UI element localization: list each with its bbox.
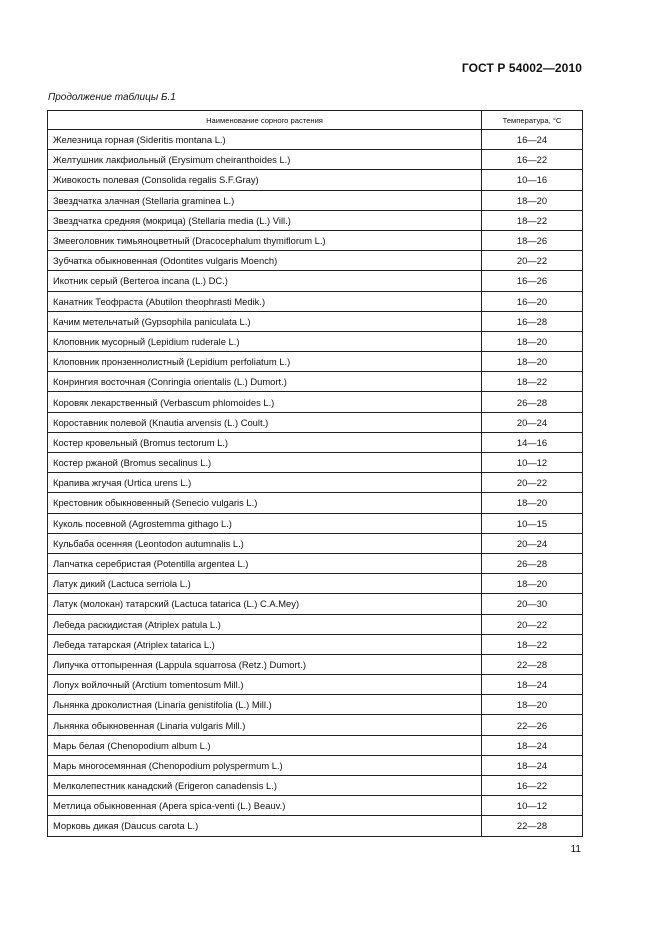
table-row	[48, 271, 583, 291]
plant-name-cell: Мелколепестник канадский (Erigeron canadensis L.)	[48, 776, 482, 796]
temperature-cell: 16—22	[482, 776, 583, 796]
temperature-cell: 16—26	[482, 271, 583, 291]
plant-name-cell: Зубчатка обыкновенная (Odontites vulgaris Moench)	[48, 251, 482, 271]
plant-name-cell: Крестовник обыкновенный (Senecio vulgaris L.)	[48, 493, 482, 513]
plant-name-cell: Марь многосемянная (Chenopodium polyspermum L.)	[48, 755, 482, 775]
temperature-cell: 20—22	[482, 251, 583, 271]
temperature-cell: 10—15	[482, 513, 583, 533]
table-row	[48, 251, 583, 271]
table-row	[48, 352, 583, 372]
temperature-cell: 22—28	[482, 654, 583, 674]
plant-name-cell: Икотник серый (Berteroa incana (L.) DC.)	[48, 271, 482, 291]
table-row	[48, 553, 583, 573]
table-row	[48, 291, 583, 311]
plant-name-cell: Латук (молокан) татарский (Lactuca tatarica (L.) C.A.Mey)	[48, 594, 482, 614]
plant-name-cell: Метлица обыкновенная (Apera spica-venti (L.) Beauv.)	[48, 796, 482, 816]
plant-name-cell: Конрингия восточная (Conringia orientalis (L.) Dumort.)	[48, 372, 482, 392]
plant-name-cell: Марь белая (Chenopodium album L.)	[48, 735, 482, 755]
table-row	[48, 331, 583, 351]
temperature-cell: 10—12	[482, 796, 583, 816]
temperature-cell: 18—22	[482, 634, 583, 654]
table-row	[48, 695, 583, 715]
plant-name-cell: Костер кровельный (Bromus tectorum L.)	[48, 432, 482, 452]
table-body	[48, 130, 583, 837]
table-row	[48, 150, 583, 170]
plant-name-cell: Лебеда татарская (Atriplex tatarica L.)	[48, 634, 482, 654]
plant-name-cell: Живокость полевая (Consolida regalis S.F.Gray)	[48, 170, 482, 190]
plant-name-cell: Лапчатка серебристая (Potentilla argentea L.)	[48, 553, 482, 573]
temperature-cell: 18—24	[482, 735, 583, 755]
plant-name-cell: Клоповник пронзеннолистный (Lepidium perfoliatum L.)	[48, 352, 482, 372]
table-row	[48, 190, 583, 210]
plant-name-cell: Звездчатка злачная (Stellaria graminea L.)	[48, 190, 482, 210]
temperature-cell: 18—20	[482, 352, 583, 372]
table-row	[48, 493, 583, 513]
plant-name-cell: Латук дикий (Lactuca serriola L.)	[48, 574, 482, 594]
temperature-cell: 18—20	[482, 493, 583, 513]
table-row	[48, 675, 583, 695]
plant-name-cell: Звездчатка средняя (мокрица) (Stellaria media (L.) Vill.)	[48, 210, 482, 230]
table-row	[48, 230, 583, 250]
table-row	[48, 412, 583, 432]
table-row	[48, 311, 583, 331]
temperature-cell: 20—30	[482, 594, 583, 614]
temperature-cell: 18—20	[482, 190, 583, 210]
plant-name-cell: Железница горная (Sideritis montana L.)	[48, 130, 482, 150]
temperature-cell: 20—22	[482, 614, 583, 634]
table-header-row	[48, 111, 583, 130]
plant-name-cell: Качим метельчатый (Gypsophila paniculata L.)	[48, 311, 482, 331]
temperature-cell: 18—24	[482, 675, 583, 695]
temperature-cell: 22—28	[482, 816, 583, 836]
table-row	[48, 654, 583, 674]
plant-name-cell: Канатник Теофраста (Abutilon theophrasti Medik.)	[48, 291, 482, 311]
table-row	[48, 432, 583, 452]
table-row	[48, 594, 583, 614]
temperature-cell: 20—24	[482, 533, 583, 553]
plant-name-cell: Липучка оттопыренная (Lappula squarrosa (Retz.) Dumort.)	[48, 654, 482, 674]
table-row	[48, 533, 583, 553]
weeds-temperature-table	[47, 110, 583, 837]
table-caption: Продолжение таблицы Б.1	[48, 92, 176, 103]
table-row	[48, 130, 583, 150]
temperature-cell: 18—22	[482, 210, 583, 230]
table-row	[48, 170, 583, 190]
temperature-cell: 10—12	[482, 453, 583, 473]
table-row	[48, 392, 583, 412]
page-number: 11	[570, 844, 581, 855]
table-row	[48, 715, 583, 735]
plant-name-cell: Крапива жгучая (Urtica urens L.)	[48, 473, 482, 493]
plant-name-cell: Змееголовник тимьяноцветный (Dracocephalum thymiflorum L.)	[48, 230, 482, 250]
temperature-cell: 20—22	[482, 473, 583, 493]
table-row	[48, 796, 583, 816]
temperature-cell: 18—22	[482, 372, 583, 392]
plant-name-cell: Коровяк лекарственный (Verbascum phlomoides L.)	[48, 392, 482, 412]
table-row	[48, 614, 583, 634]
document-code: ГОСТ Р 54002—2010	[461, 61, 582, 75]
temperature-cell: 14—16	[482, 432, 583, 452]
table-row	[48, 634, 583, 654]
plant-name-cell: Льнянка дроколистная (Linaria genistifolia (L.) Mill.)	[48, 695, 482, 715]
column-header-plant-name: Наименование сорного растения	[48, 111, 482, 130]
plant-name-cell: Короставник полевой (Knautia arvensis (L.) Coult.)	[48, 412, 482, 432]
plant-name-cell: Костер ржаной (Bromus secalinus L.)	[48, 453, 482, 473]
temperature-cell: 20—24	[482, 412, 583, 432]
plant-name-cell: Клоповник мусорный (Lepidium ruderale L.)	[48, 331, 482, 351]
plant-name-cell: Лебеда раскидистая (Atriplex patula L.)	[48, 614, 482, 634]
table-row	[48, 574, 583, 594]
temperature-cell: 16—28	[482, 311, 583, 331]
table-row	[48, 372, 583, 392]
table-row	[48, 755, 583, 775]
temperature-cell: 18—24	[482, 755, 583, 775]
plant-name-cell: Кульбаба осенняя (Leontodon autumnalis L.)	[48, 533, 482, 553]
temperature-cell: 22—26	[482, 715, 583, 735]
temperature-cell: 18—26	[482, 230, 583, 250]
temperature-cell: 16—22	[482, 150, 583, 170]
table-row	[48, 210, 583, 230]
column-header-temperature: Температура, °С	[482, 111, 583, 130]
plant-name-cell: Льнянка обыкновенная (Linaria vulgaris Mill.)	[48, 715, 482, 735]
temperature-cell: 26—28	[482, 553, 583, 573]
plant-name-cell: Желтушник лакфиольный (Erysimum cheiranthoides L.)	[48, 150, 482, 170]
table-row	[48, 735, 583, 755]
temperature-cell: 26—28	[482, 392, 583, 412]
temperature-cell: 16—20	[482, 291, 583, 311]
plant-name-cell: Куколь посевной (Agrostemma githago L.)	[48, 513, 482, 533]
temperature-cell: 18—20	[482, 695, 583, 715]
temperature-cell: 18—20	[482, 331, 583, 351]
plant-name-cell: Лопух войлочный (Arctium tomentosum Mill.)	[48, 675, 482, 695]
table-row	[48, 776, 583, 796]
table-row	[48, 816, 583, 836]
temperature-cell: 10—16	[482, 170, 583, 190]
table-row	[48, 473, 583, 493]
temperature-cell: 18—20	[482, 574, 583, 594]
table-row	[48, 513, 583, 533]
table-row	[48, 453, 583, 473]
temperature-cell: 16—24	[482, 130, 583, 150]
plant-name-cell: Морковь дикая (Daucus carota L.)	[48, 816, 482, 836]
